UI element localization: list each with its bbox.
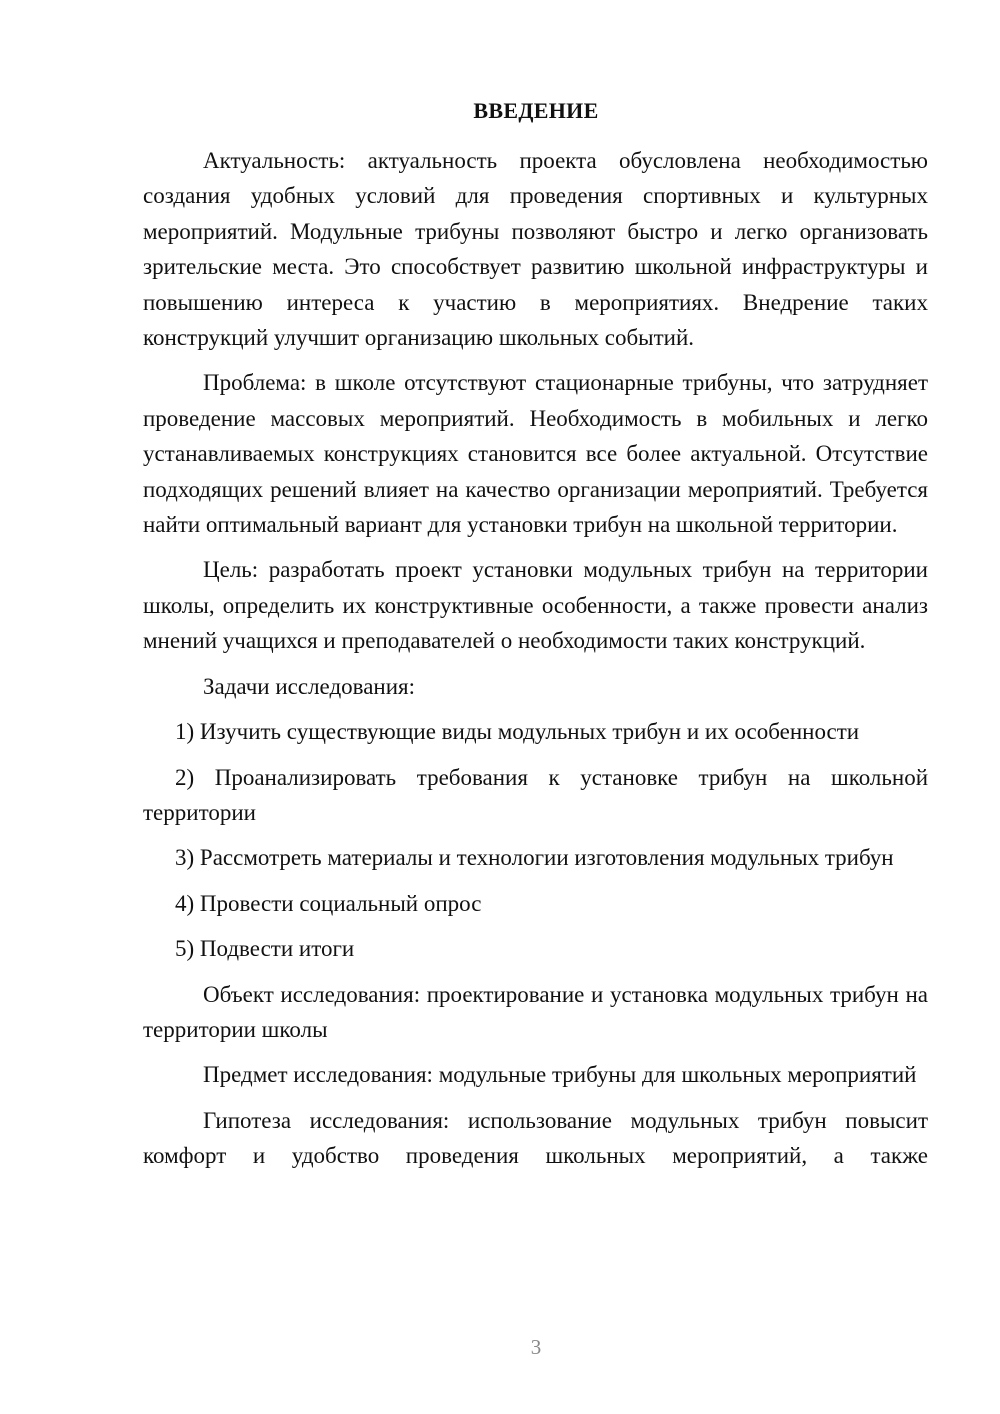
task-item-3: 3) Рассмотреть материалы и технологии изготовления модульных трибун — [175, 845, 894, 871]
task-item-1: 1) Изучить существующие виды модульных трибун и их особенности — [175, 719, 860, 745]
task-item-4: 4) Провести социальный опрос — [175, 890, 482, 916]
paragraph-problem: Проблема: в школе отсутствуют стационарные трибуны, что затрудняет проведение массовых мероприятий. Необходимость в мобильных и легко устанавливаемых конструкциях становится все более актуальной. Отсутствие подходящих решений влияет на качество организации мероприятий. Требуется найти оптимальный вариант для установки трибун на школьной территории. — [143, 370, 928, 538]
task-item-5: 5) Подвести итоги — [175, 936, 355, 962]
body-text — [143, 143, 928, 1174]
task-item-2: 2) Проанализировать требования к установке трибун на школьной территории — [143, 764, 928, 825]
paragraph-object: Объект исследования: проектирование и установка модульных трибун на территории школы — [143, 981, 928, 1042]
page-number: 3 — [530, 1335, 542, 1359]
paragraph-goal: Цель: разработать проект установки модульных трибун на территории школы, определить их конструктивные особенности, а также провести анализ мнений учащихся и преподавателей о необходимости таких конструкций. — [143, 557, 928, 654]
paragraph-hypothesis: Гипотеза исследования: использование модульных трибун повысит комфорт и удобство проведения школьных мероприятий, а также — [143, 1107, 928, 1169]
section-heading: ВВЕДЕНИЕ — [473, 98, 599, 123]
paragraph-subject: Предмет исследования: модульные трибуны для школьных мероприятий — [203, 1062, 917, 1088]
paragraph-tasks-title: Задачи исследования: — [203, 673, 416, 699]
paragraph-relevance: Актуальность: актуальность проекта обусловлена необходимостью создания удобных условий для проведения спортивных и культурных мероприятий. Модульные трибуны позволяют быстро и легко организовать зрительские места. Это способствует развитию школьной инфраструктуры и повышению интереса к участию в мероприятиях. Внедрение таких конструкций улучшит организацию школьных событий. — [143, 148, 928, 351]
